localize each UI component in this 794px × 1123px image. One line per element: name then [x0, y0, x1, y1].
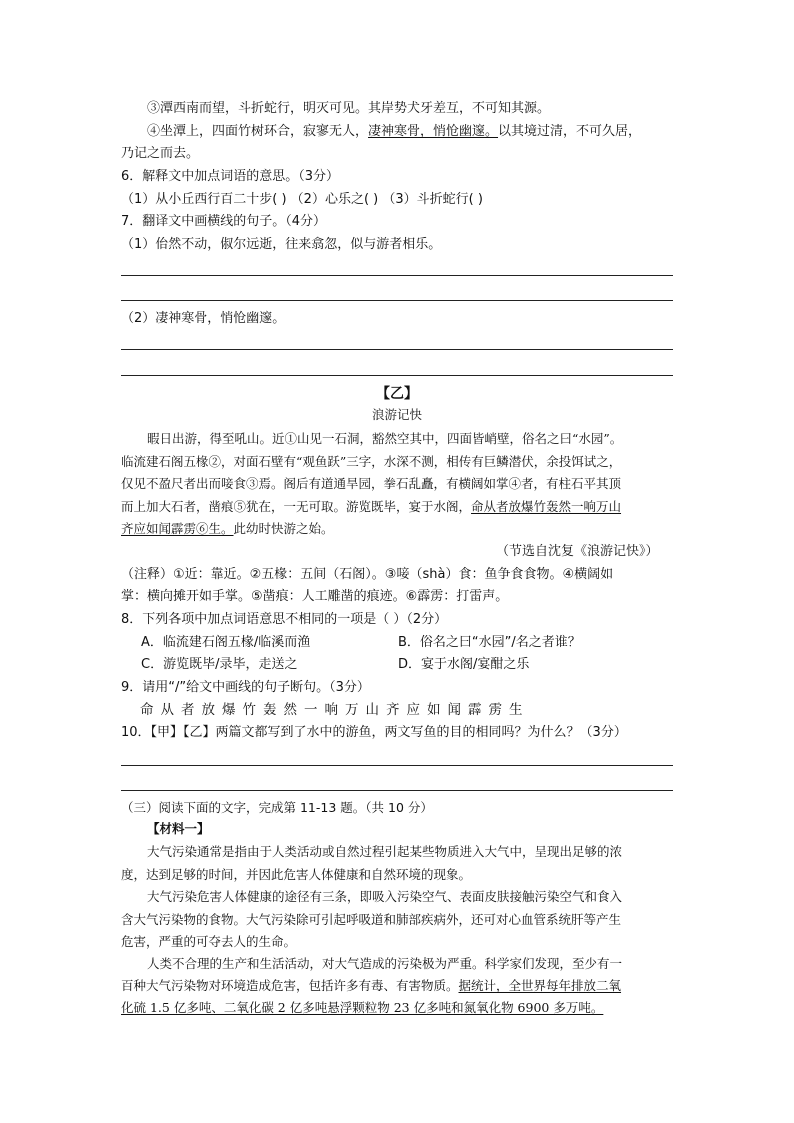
answer-line: [121, 300, 673, 301]
yi-line-3: 仅见不盈尺者出而唼食③焉。阁后有道通旱园，拳石乱矗，有横阔如掌④者，有柱石平其顶: [121, 476, 622, 491]
question-6-title: 6．解释文中加点词语的意思。（3分）: [121, 169, 340, 184]
yi-source: （节选自沈复《浪游记快》）: [496, 544, 659, 559]
answer-line: [121, 275, 673, 276]
material-1-p1-line-2: 度，达到足够的时间，并因此危害人体健康和自然环境的现象。: [121, 867, 472, 882]
yi-line-2: 临流建石阁五椽②，对面石壁有“观鱼跃”三字，水深不测，相传有巨鳞潜伏，余投饵试之，: [121, 454, 622, 469]
jia-p4-continuation: 乃记之而去。: [121, 146, 200, 161]
question-8-title: 8．下列各项中加点词语意思不相同的一项是（ ）（2分）: [121, 612, 448, 627]
jia-paragraph-4: [147, 123, 641, 141]
yi-line-4: [121, 498, 621, 516]
yi-line-4-text: 而上加大石者，凿痕⑤犹在，一无可取。游览既毕，宴于水阁，: [121, 499, 472, 514]
yi-line-5: [121, 520, 334, 538]
answer-line: [121, 349, 673, 350]
jia-p4-underlined: 凄神寒骨，悄怆幽邃。: [368, 124, 499, 139]
material-1-label: 【材料一】: [147, 821, 210, 836]
material-1-p2-line-2: 含大气污染物的食物。大气污染除可引起呼吸道和肺部疾病外，还可对心血管系统肝等产生: [121, 912, 622, 927]
question-8-option-c: C．游览既毕/录毕，走送之: [141, 657, 298, 672]
yi-title: 浪游记快: [371, 407, 422, 422]
yi-notes-1: （注释）①近：靠近。②五椽：五间（石阁）。③唼（shà）食：鱼争食食物。④横阔如: [121, 567, 614, 582]
question-7-title: 7．翻译文中画横线的句子。（4分）: [121, 214, 327, 229]
question-7-sentence-2: （2）凄神寒骨，悄怆幽邃。: [121, 311, 286, 326]
material-1-p3-underlined: 据统计，全世界每年排放二氧: [458, 978, 622, 993]
answer-line: [121, 765, 673, 766]
material-1-p1-line-1: 大气污染通常是指由于人类活动或自然过程引起某些物质进入大气中，呈现出足够的浓: [147, 844, 623, 859]
yi-line-4-underlined: 命从者放爆竹轰然一响万山: [471, 499, 622, 514]
jia-p4-text-b: 以其境过清，不可久居，: [498, 124, 642, 139]
material-1-p3-line-2: [121, 977, 621, 995]
question-9-title: 9．请用“/”给文中画线的句子断句。（3分）: [121, 680, 370, 695]
jia-p4-text-a: ④坐潭上，四面竹树环合，寂寥无人，: [147, 124, 369, 139]
question-8-option-d: D．宴于水阁/宴酣之乐: [398, 657, 530, 672]
material-1-p2-line-3: 危害，严重的可夺去人的生命。: [121, 934, 297, 949]
part-3-title: （三）阅读下面的文字，完成第 11-13 题。（共 10 分）: [121, 800, 433, 815]
question-7-sentence-1: （1）佁然不动，俶尔远逝，往来翕忽，似与游者相乐。: [121, 237, 442, 252]
question-8-option-b: B．俗名之曰“水园”/名之者谁？: [398, 635, 581, 650]
material-1-p3-line-3-underlined: 化硫 1.5 亿多吨、二氧化碳 2 亿多吨悬浮颗粒物 23 亿多吨和氮氧化物 6900 多万吨。: [121, 1000, 604, 1015]
answer-line: [121, 375, 673, 376]
question-9-sentence: 命从者放爆竹轰然一响万山齐应如闻霹雳生: [140, 702, 530, 718]
material-1-p2-line-1: 大气污染危害人体健康的途径有三条，即吸入污染空气、表面皮肤接触污染空气和食入: [147, 889, 623, 904]
question-6-items: （1）从小丘西行百二十步( ) （2）心乐之( ) （3）斗折蛇行( ): [121, 192, 483, 207]
yi-line-5-text: 此幼时快游之始。: [233, 521, 334, 536]
question-8-option-a: A．临流建石阁五椽/临溪而渔: [141, 635, 311, 650]
material-1-p3-line-1: 人类不合理的生产和生活活动，对大气造成的污染极为严重。科学家们发现，至少有一: [147, 956, 623, 971]
yi-heading: 【乙】: [376, 386, 418, 402]
yi-line-5-underlined: 齐应如闻霹雳⑥生。: [121, 521, 234, 536]
jia-paragraph-3: ③潭西南而望，斗折蛇行，明灭可见。其岸势犬牙差互，不可知其源。: [147, 101, 551, 116]
material-1-p3-text: 百种大气污染物对环境造成危害，包括许多有毒、有害物质。: [121, 978, 459, 993]
answer-line: [121, 790, 673, 791]
yi-notes-2: 掌：横向摊开如手掌。⑤凿痕：人工雕凿的痕迹。⑥霹雳：打雷声。: [121, 589, 509, 604]
question-10-title: 10．【甲】【乙】两篇文都写到了水中的游鱼，两文写鱼的目的相同吗？为什么？（3分）: [121, 725, 627, 740]
yi-line-1: 暇日出游，得至吼山。近①山见一石洞，豁然空其中，四面皆峭壁，俗名之曰“水园”。: [147, 431, 623, 446]
